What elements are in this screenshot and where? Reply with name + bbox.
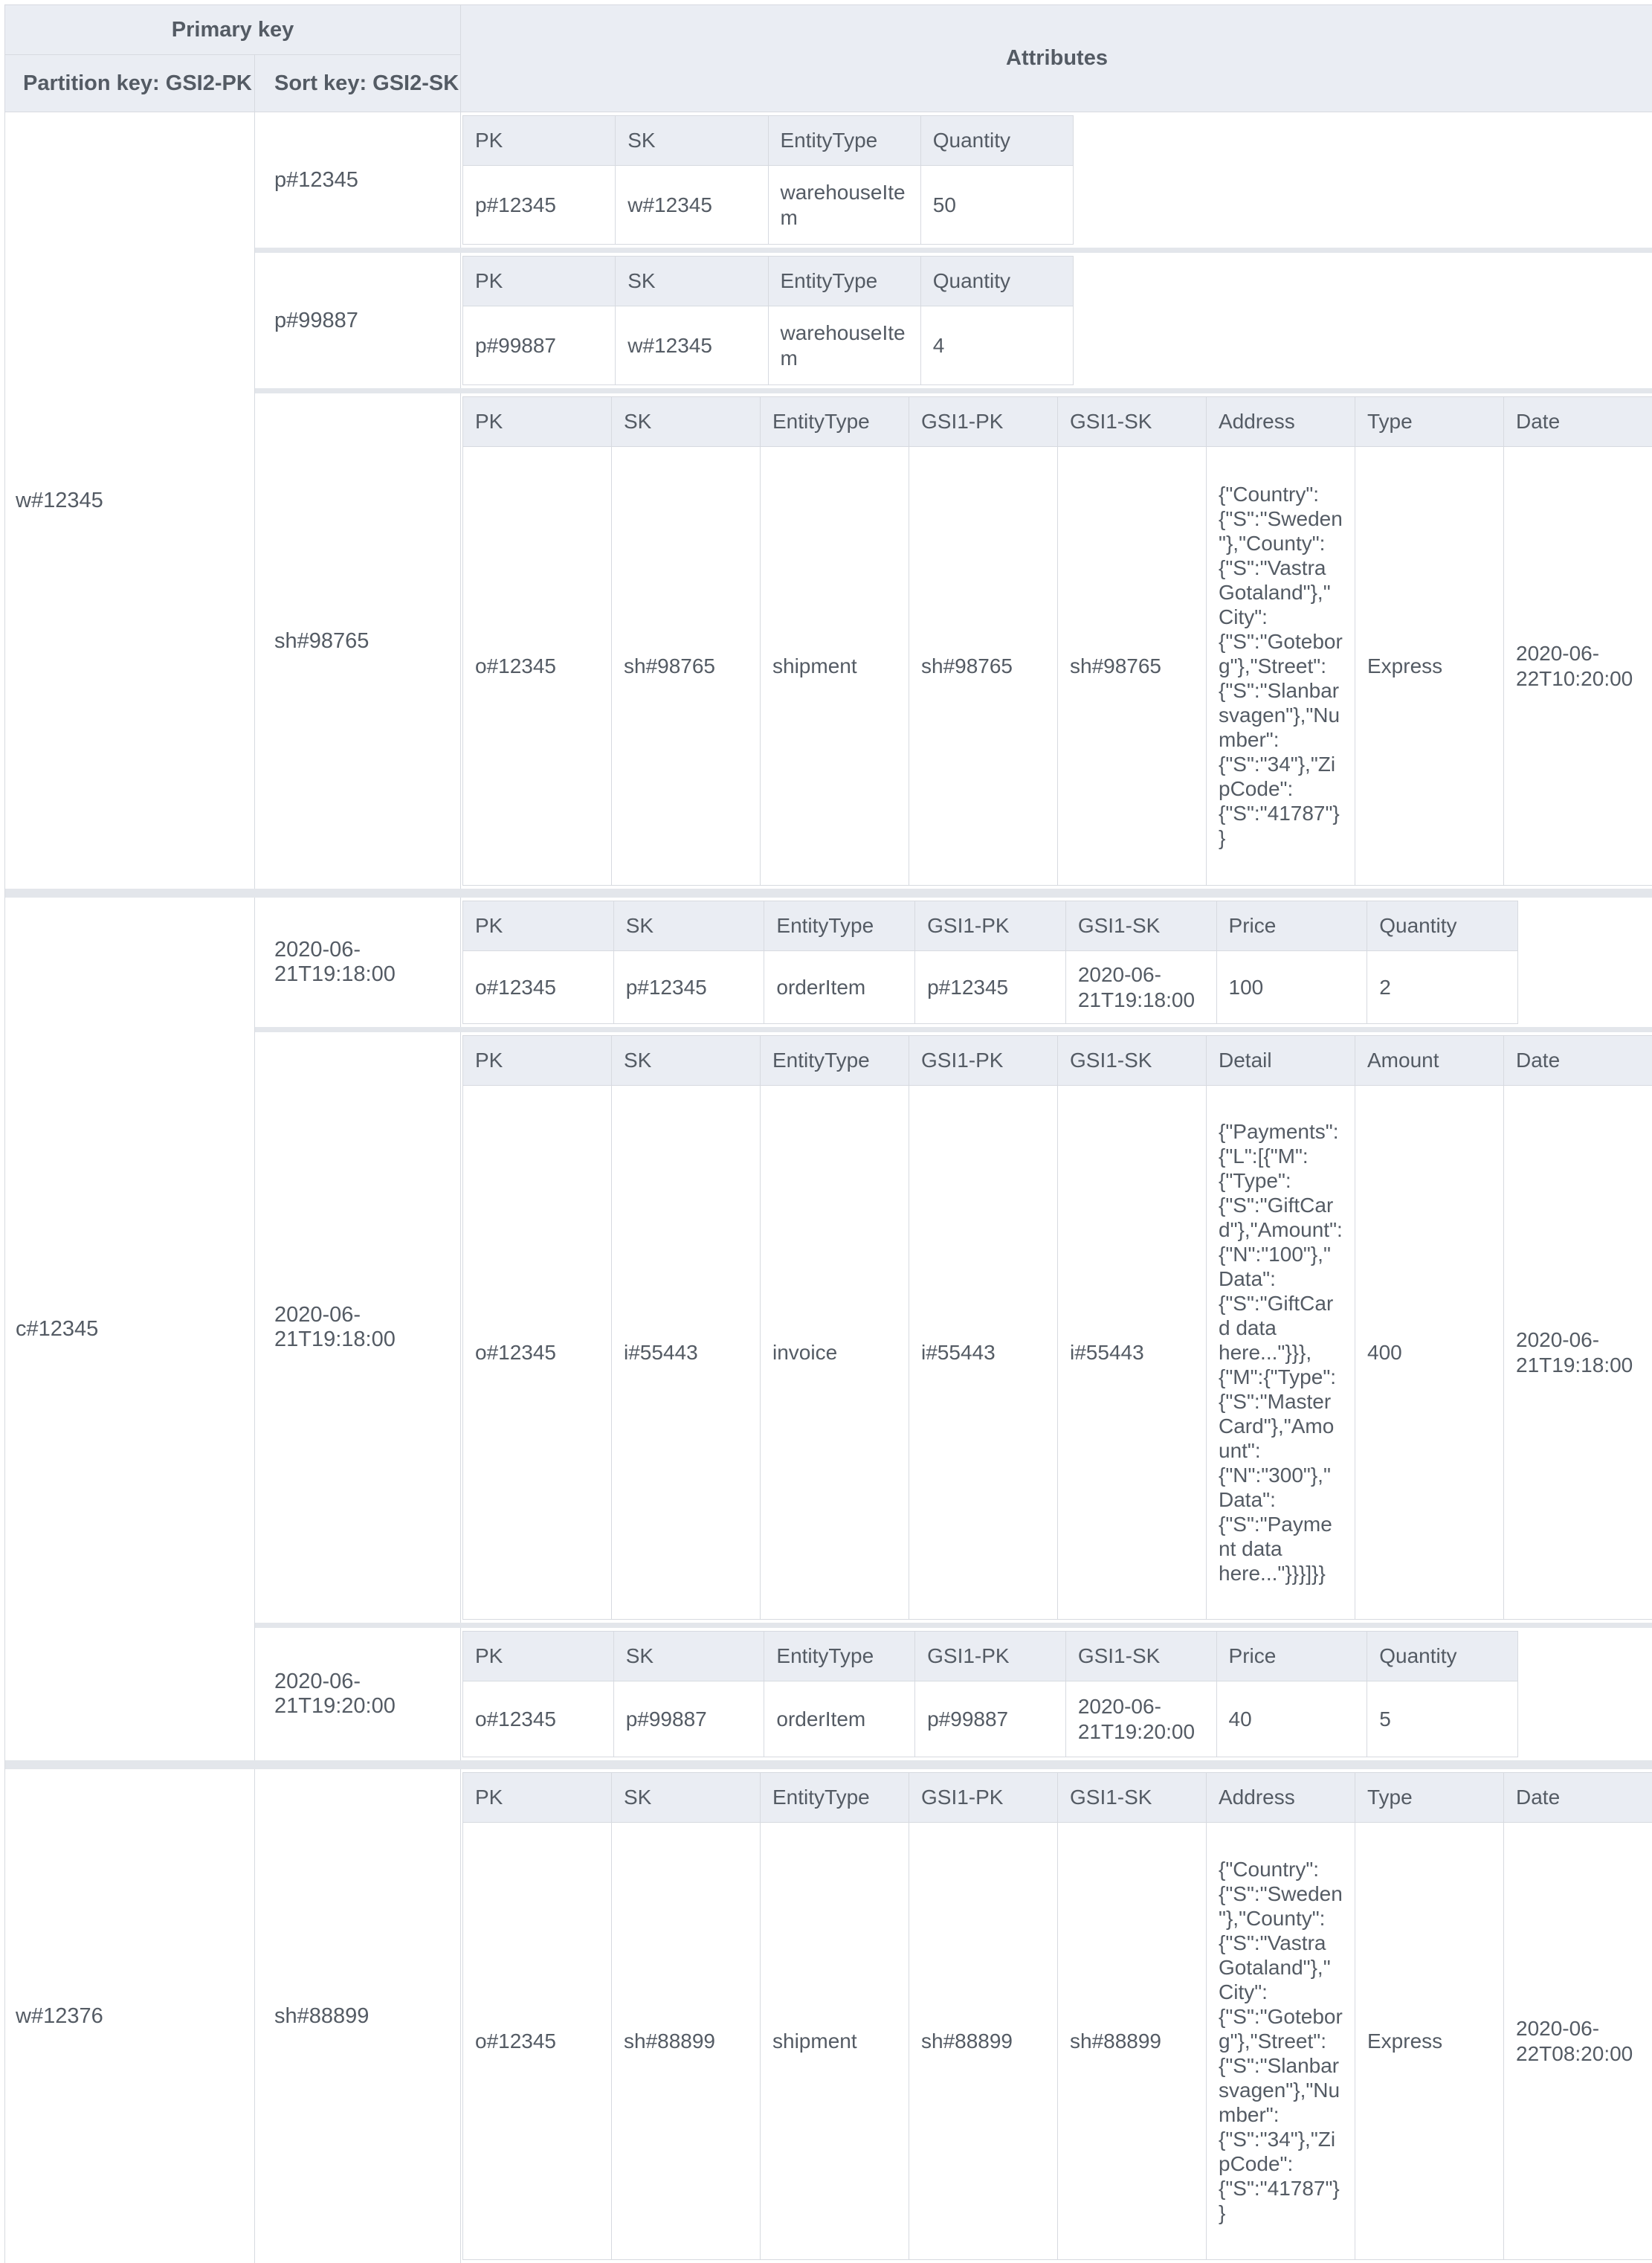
attr-column-header: Detail	[1207, 1036, 1355, 1086]
partition-key-cell	[5, 1769, 255, 2263]
attr-column-header: PK	[463, 116, 616, 166]
sort-key-cell	[255, 112, 461, 248]
attr-value-cell: o#12345	[463, 1681, 614, 1757]
attr-value-cell: 2020-06-22T10:20:00	[1504, 447, 1652, 886]
attr-column-header: GSI1-SK	[1058, 397, 1207, 447]
partition-key-value: w#12345	[16, 489, 103, 513]
attr-column-header: Price	[1216, 1632, 1367, 1681]
attribute-value-row	[463, 166, 1074, 245]
attr-column-header: Type	[1355, 397, 1504, 447]
attribute-value-row	[463, 1086, 1652, 1620]
attr-value-cell: {"Country":{"S":"Sweden"},"County":{"S":"Vastra Gotaland"},"City":{"S":"Goteborg"},"Street":{"S":"Slanbarsvagen"},"Number":{"S":"34"},"ZipCode":{"S":"41787"}}	[1207, 447, 1355, 886]
attribute-header-row	[463, 901, 1518, 951]
attr-value-cell: orderItem	[764, 951, 915, 1024]
attr-column-header: PK	[463, 901, 614, 951]
item-divider	[255, 248, 1652, 253]
attr-value-cell: 5	[1367, 1681, 1518, 1757]
attribute-value-row	[463, 1823, 1652, 2260]
attr-value-cell: sh#98765	[909, 447, 1058, 886]
attr-column-header: SK	[612, 1773, 761, 1823]
sort-key-value: 2020-06-21T19:18:00	[274, 938, 442, 987]
attr-value-cell: 2020-06-21T19:18:00	[1504, 1086, 1652, 1620]
partition-key-header	[5, 55, 255, 112]
attribute-value-row	[463, 447, 1652, 886]
attr-value-cell: w#12345	[616, 306, 768, 385]
attributes-header-label: Attributes	[1006, 46, 1108, 71]
gsi2-index-table	[4, 4, 1652, 2263]
item-divider	[255, 388, 1652, 393]
attr-value-cell: i#55443	[612, 1086, 761, 1620]
sort-key-value: 2020-06-21T19:20:00	[274, 1670, 442, 1719]
attr-value-cell: p#12345	[463, 166, 616, 245]
attr-column-header: EntityType	[761, 1773, 909, 1823]
sort-key-cell	[255, 393, 461, 889]
attr-column-header: Quantity	[1367, 901, 1518, 951]
sort-key-header	[255, 55, 461, 112]
attributes-header	[461, 5, 1652, 112]
item-attributes-table	[462, 1035, 1652, 1620]
attr-value-cell: invoice	[761, 1086, 909, 1620]
attributes-cell	[461, 253, 1652, 388]
sort-key-cell	[255, 253, 461, 388]
attr-column-header: GSI1-SK	[1058, 1773, 1207, 1823]
attr-value-cell: {"Payments":{"L":[{"M":{"Type":{"S":"GiftCard"},"Amount":{"N":"100"},"Data":{"S":"GiftCard data here..."}}},{"M":{"Type":{"S":"MasterCard"},"Amount":{"N":"300"},"Data":{"S":"Payment data here..."}}}]}}	[1207, 1086, 1355, 1620]
item-row	[255, 1032, 1652, 1623]
sort-key-header-label: Sort key: GSI2-SK	[274, 71, 459, 96]
section-divider	[5, 1760, 1652, 1769]
attr-value-cell: 4	[920, 306, 1073, 385]
attr-column-header: EntityType	[761, 397, 909, 447]
partition-key-header-label: Partition key: GSI2-PK	[23, 71, 252, 96]
item-row	[255, 1628, 1652, 1760]
sort-key-value: p#12345	[274, 168, 358, 193]
attr-value-cell: p#12345	[915, 951, 1066, 1024]
attr-value-cell: i#55443	[1058, 1086, 1207, 1620]
sort-key-cell	[255, 898, 461, 1027]
attr-column-header: SK	[616, 116, 768, 166]
item-attributes-table	[462, 901, 1518, 1024]
attr-value-cell: i#55443	[909, 1086, 1058, 1620]
item-attributes-table	[462, 396, 1652, 886]
attributes-cell	[461, 1769, 1652, 2263]
sort-key-cell	[255, 1628, 461, 1760]
attr-column-header: Quantity	[920, 257, 1073, 306]
attribute-header-row	[463, 397, 1652, 447]
attribute-header-row	[463, 1632, 1518, 1681]
item-rows	[255, 1769, 1652, 2263]
primary-key-header-label: Primary key	[172, 18, 294, 42]
attr-column-header: Quantity	[1367, 1632, 1518, 1681]
attr-value-cell: Express	[1355, 1823, 1504, 2260]
attr-column-header: EntityType	[768, 116, 920, 166]
partition-group	[5, 1769, 1652, 2263]
item-rows	[255, 898, 1652, 1760]
attr-column-header: Quantity	[920, 116, 1073, 166]
item-attributes-table	[462, 115, 1074, 245]
attr-column-header: EntityType	[761, 1036, 909, 1086]
attr-column-header: GSI1-SK	[1065, 1632, 1216, 1681]
primary-key-header	[5, 5, 461, 55]
attr-column-header: GSI1-PK	[909, 1773, 1058, 1823]
attr-column-header: SK	[613, 901, 764, 951]
attr-column-header: GSI1-PK	[915, 1632, 1066, 1681]
attr-value-cell: p#99887	[463, 306, 616, 385]
sort-key-cell	[255, 1032, 461, 1623]
attr-column-header: PK	[463, 1773, 612, 1823]
attr-column-header: PK	[463, 257, 616, 306]
partition-key-cell	[5, 898, 255, 1760]
attr-value-cell: sh#98765	[612, 447, 761, 886]
attribute-header-row	[463, 1036, 1652, 1086]
item-row	[255, 898, 1652, 1027]
attributes-cell	[461, 898, 1652, 1027]
item-divider	[255, 1623, 1652, 1628]
attributes-cell	[461, 393, 1652, 889]
attr-column-header: Date	[1504, 1773, 1652, 1823]
attr-value-cell: w#12345	[616, 166, 768, 245]
attr-column-header: Price	[1216, 901, 1367, 951]
attr-value-cell: 2020-06-21T19:20:00	[1065, 1681, 1216, 1757]
attr-value-cell: 2020-06-21T19:18:00	[1065, 951, 1216, 1024]
attr-value-cell: o#12345	[463, 1086, 612, 1620]
attr-column-header: SK	[612, 1036, 761, 1086]
attr-value-cell: 2	[1367, 951, 1518, 1024]
attr-column-header: EntityType	[764, 1632, 915, 1681]
item-rows	[255, 112, 1652, 889]
attr-column-header: Type	[1355, 1773, 1504, 1823]
attr-value-cell: Express	[1355, 447, 1504, 886]
attr-column-header: GSI1-PK	[915, 901, 1066, 951]
attr-column-header: SK	[612, 397, 761, 447]
attr-column-header: Date	[1504, 1036, 1652, 1086]
attribute-header-row	[463, 1773, 1652, 1823]
attr-value-cell: p#99887	[613, 1681, 764, 1757]
attr-value-cell: 400	[1355, 1086, 1504, 1620]
attr-value-cell: warehouseItem	[768, 166, 920, 245]
attribute-value-row	[463, 306, 1074, 385]
attr-value-cell: 40	[1216, 1681, 1367, 1757]
attr-value-cell: o#12345	[463, 951, 614, 1024]
partition-group	[5, 112, 1652, 889]
attr-column-header: Date	[1504, 397, 1652, 447]
item-divider	[255, 1027, 1652, 1032]
item-row	[255, 393, 1652, 889]
attr-value-cell: sh#88899	[1058, 1823, 1207, 2260]
item-attributes-table	[462, 1772, 1652, 2260]
sort-key-value: p#99887	[274, 309, 358, 333]
attr-value-cell: 2020-06-22T08:20:00	[1504, 1823, 1652, 2260]
attr-column-header: SK	[613, 1632, 764, 1681]
attr-value-cell: p#12345	[613, 951, 764, 1024]
attr-column-header: SK	[616, 257, 768, 306]
attribute-value-row	[463, 1681, 1518, 1757]
attr-column-header: PK	[463, 1632, 614, 1681]
attr-value-cell: sh#88899	[909, 1823, 1058, 2260]
attr-column-header: GSI1-SK	[1065, 901, 1216, 951]
attributes-cell	[461, 112, 1652, 248]
attr-value-cell: sh#88899	[612, 1823, 761, 2260]
section-divider	[5, 889, 1652, 898]
attr-value-cell: p#99887	[915, 1681, 1066, 1757]
attr-value-cell: o#12345	[463, 1823, 612, 2260]
sort-key-value: 2020-06-21T19:18:00	[274, 1303, 442, 1352]
table-header	[5, 5, 1652, 112]
partition-group	[5, 898, 1652, 1760]
attr-value-cell: orderItem	[764, 1681, 915, 1757]
attr-column-header: PK	[463, 1036, 612, 1086]
partition-key-value: c#12345	[16, 1317, 98, 1342]
attribute-value-row	[463, 951, 1518, 1024]
attr-column-header: GSI1-PK	[909, 397, 1058, 447]
attr-column-header: PK	[463, 397, 612, 447]
attr-value-cell: {"Country":{"S":"Sweden"},"County":{"S":"Vastra Gotaland"},"City":{"S":"Goteborg"},"Street":{"S":"Slanbarsvagen"},"Number":{"S":"34"},"ZipCode":{"S":"41787"}}	[1207, 1823, 1355, 2260]
attr-value-cell: 100	[1216, 951, 1367, 1024]
sort-key-cell	[255, 1769, 461, 2263]
attr-value-cell: shipment	[761, 1823, 909, 2260]
attr-column-header: Address	[1207, 397, 1355, 447]
attr-value-cell: shipment	[761, 447, 909, 886]
attribute-header-row	[463, 257, 1074, 306]
item-attributes-table	[462, 1631, 1518, 1757]
attribute-header-row	[463, 116, 1074, 166]
partition-key-value: w#12376	[16, 2004, 103, 2029]
attr-column-header: Address	[1207, 1773, 1355, 1823]
item-row	[255, 1769, 1652, 2263]
attr-column-header: GSI1-PK	[909, 1036, 1058, 1086]
attr-column-header: Amount	[1355, 1036, 1504, 1086]
item-row	[255, 112, 1652, 248]
attr-value-cell: sh#98765	[1058, 447, 1207, 886]
attr-value-cell: o#12345	[463, 447, 612, 886]
attr-column-header: GSI1-SK	[1058, 1036, 1207, 1086]
sort-key-value: sh#88899	[274, 2004, 369, 2029]
attr-column-header: EntityType	[768, 257, 920, 306]
attr-column-header: EntityType	[764, 901, 915, 951]
item-attributes-table	[462, 256, 1074, 385]
table-body	[5, 112, 1652, 2263]
attributes-cell	[461, 1628, 1652, 1760]
attr-value-cell: warehouseItem	[768, 306, 920, 385]
attributes-cell	[461, 1032, 1652, 1623]
attr-value-cell: 50	[920, 166, 1073, 245]
item-row	[255, 253, 1652, 388]
sort-key-value: sh#98765	[274, 629, 369, 654]
partition-key-cell	[5, 112, 255, 889]
